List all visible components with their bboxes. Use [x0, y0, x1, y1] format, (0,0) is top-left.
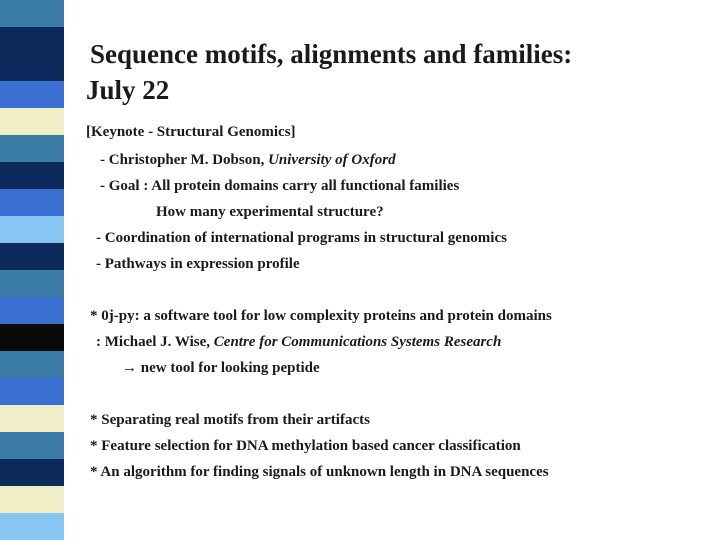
stripe-block [0, 297, 64, 324]
slide-title [86, 36, 706, 108]
stripe-block [0, 324, 64, 351]
stripe-block [0, 108, 64, 135]
stripe-block [0, 216, 64, 243]
stripe-block [0, 378, 64, 405]
stripe-block [0, 0, 64, 27]
author-name: : Michael J. Wise, [96, 334, 214, 350]
stripe-block [0, 486, 64, 513]
title-line-2: July 22 [86, 75, 170, 105]
keynote-coordination: - Coordination of international programs in structural genomics [96, 230, 507, 246]
decorative-color-stripe [0, 0, 64, 540]
list-item: * Separating real motifs from their artifacts [90, 412, 370, 428]
title-line-1: Sequence motifs, alignments and families: [90, 39, 573, 69]
speaker-name: - Christopher M. Dobson, [100, 152, 269, 168]
author-affiliation: Centre for Communications Systems Research [213, 334, 502, 350]
stripe-block [0, 162, 64, 189]
speaker-affiliation: University of Oxford [268, 152, 396, 168]
stripe-block [0, 135, 64, 162]
keynote-heading: [Keynote - Structural Genomics] [86, 124, 296, 140]
talk-note: → new tool for looking peptide [122, 360, 320, 376]
stripe-block [0, 189, 64, 216]
stripe-block [0, 432, 64, 459]
talk-author [96, 332, 501, 352]
stripe-block [0, 81, 64, 108]
keynote-pathways: - Pathways in expression profile [96, 256, 300, 272]
keynote-question: How many experimental structure? [156, 204, 384, 220]
keynote-goal: - Goal : All protein domains carry all functional families [100, 178, 460, 194]
stripe-block [0, 27, 64, 54]
talk-title: * 0j-py: a software tool for low complexity proteins and protein domains [90, 308, 552, 324]
stripe-block [0, 54, 64, 81]
list-item: * Feature selection for DNA methylation based cancer classification [90, 438, 521, 454]
stripe-block [0, 243, 64, 270]
stripe-block [0, 459, 64, 486]
stripe-block [0, 513, 64, 540]
keynote-speaker [100, 150, 396, 170]
stripe-block [0, 270, 64, 297]
list-item: * An algorithm for finding signals of unknown length in DNA sequences [90, 464, 549, 480]
stripe-block [0, 405, 64, 432]
stripe-block [0, 351, 64, 378]
